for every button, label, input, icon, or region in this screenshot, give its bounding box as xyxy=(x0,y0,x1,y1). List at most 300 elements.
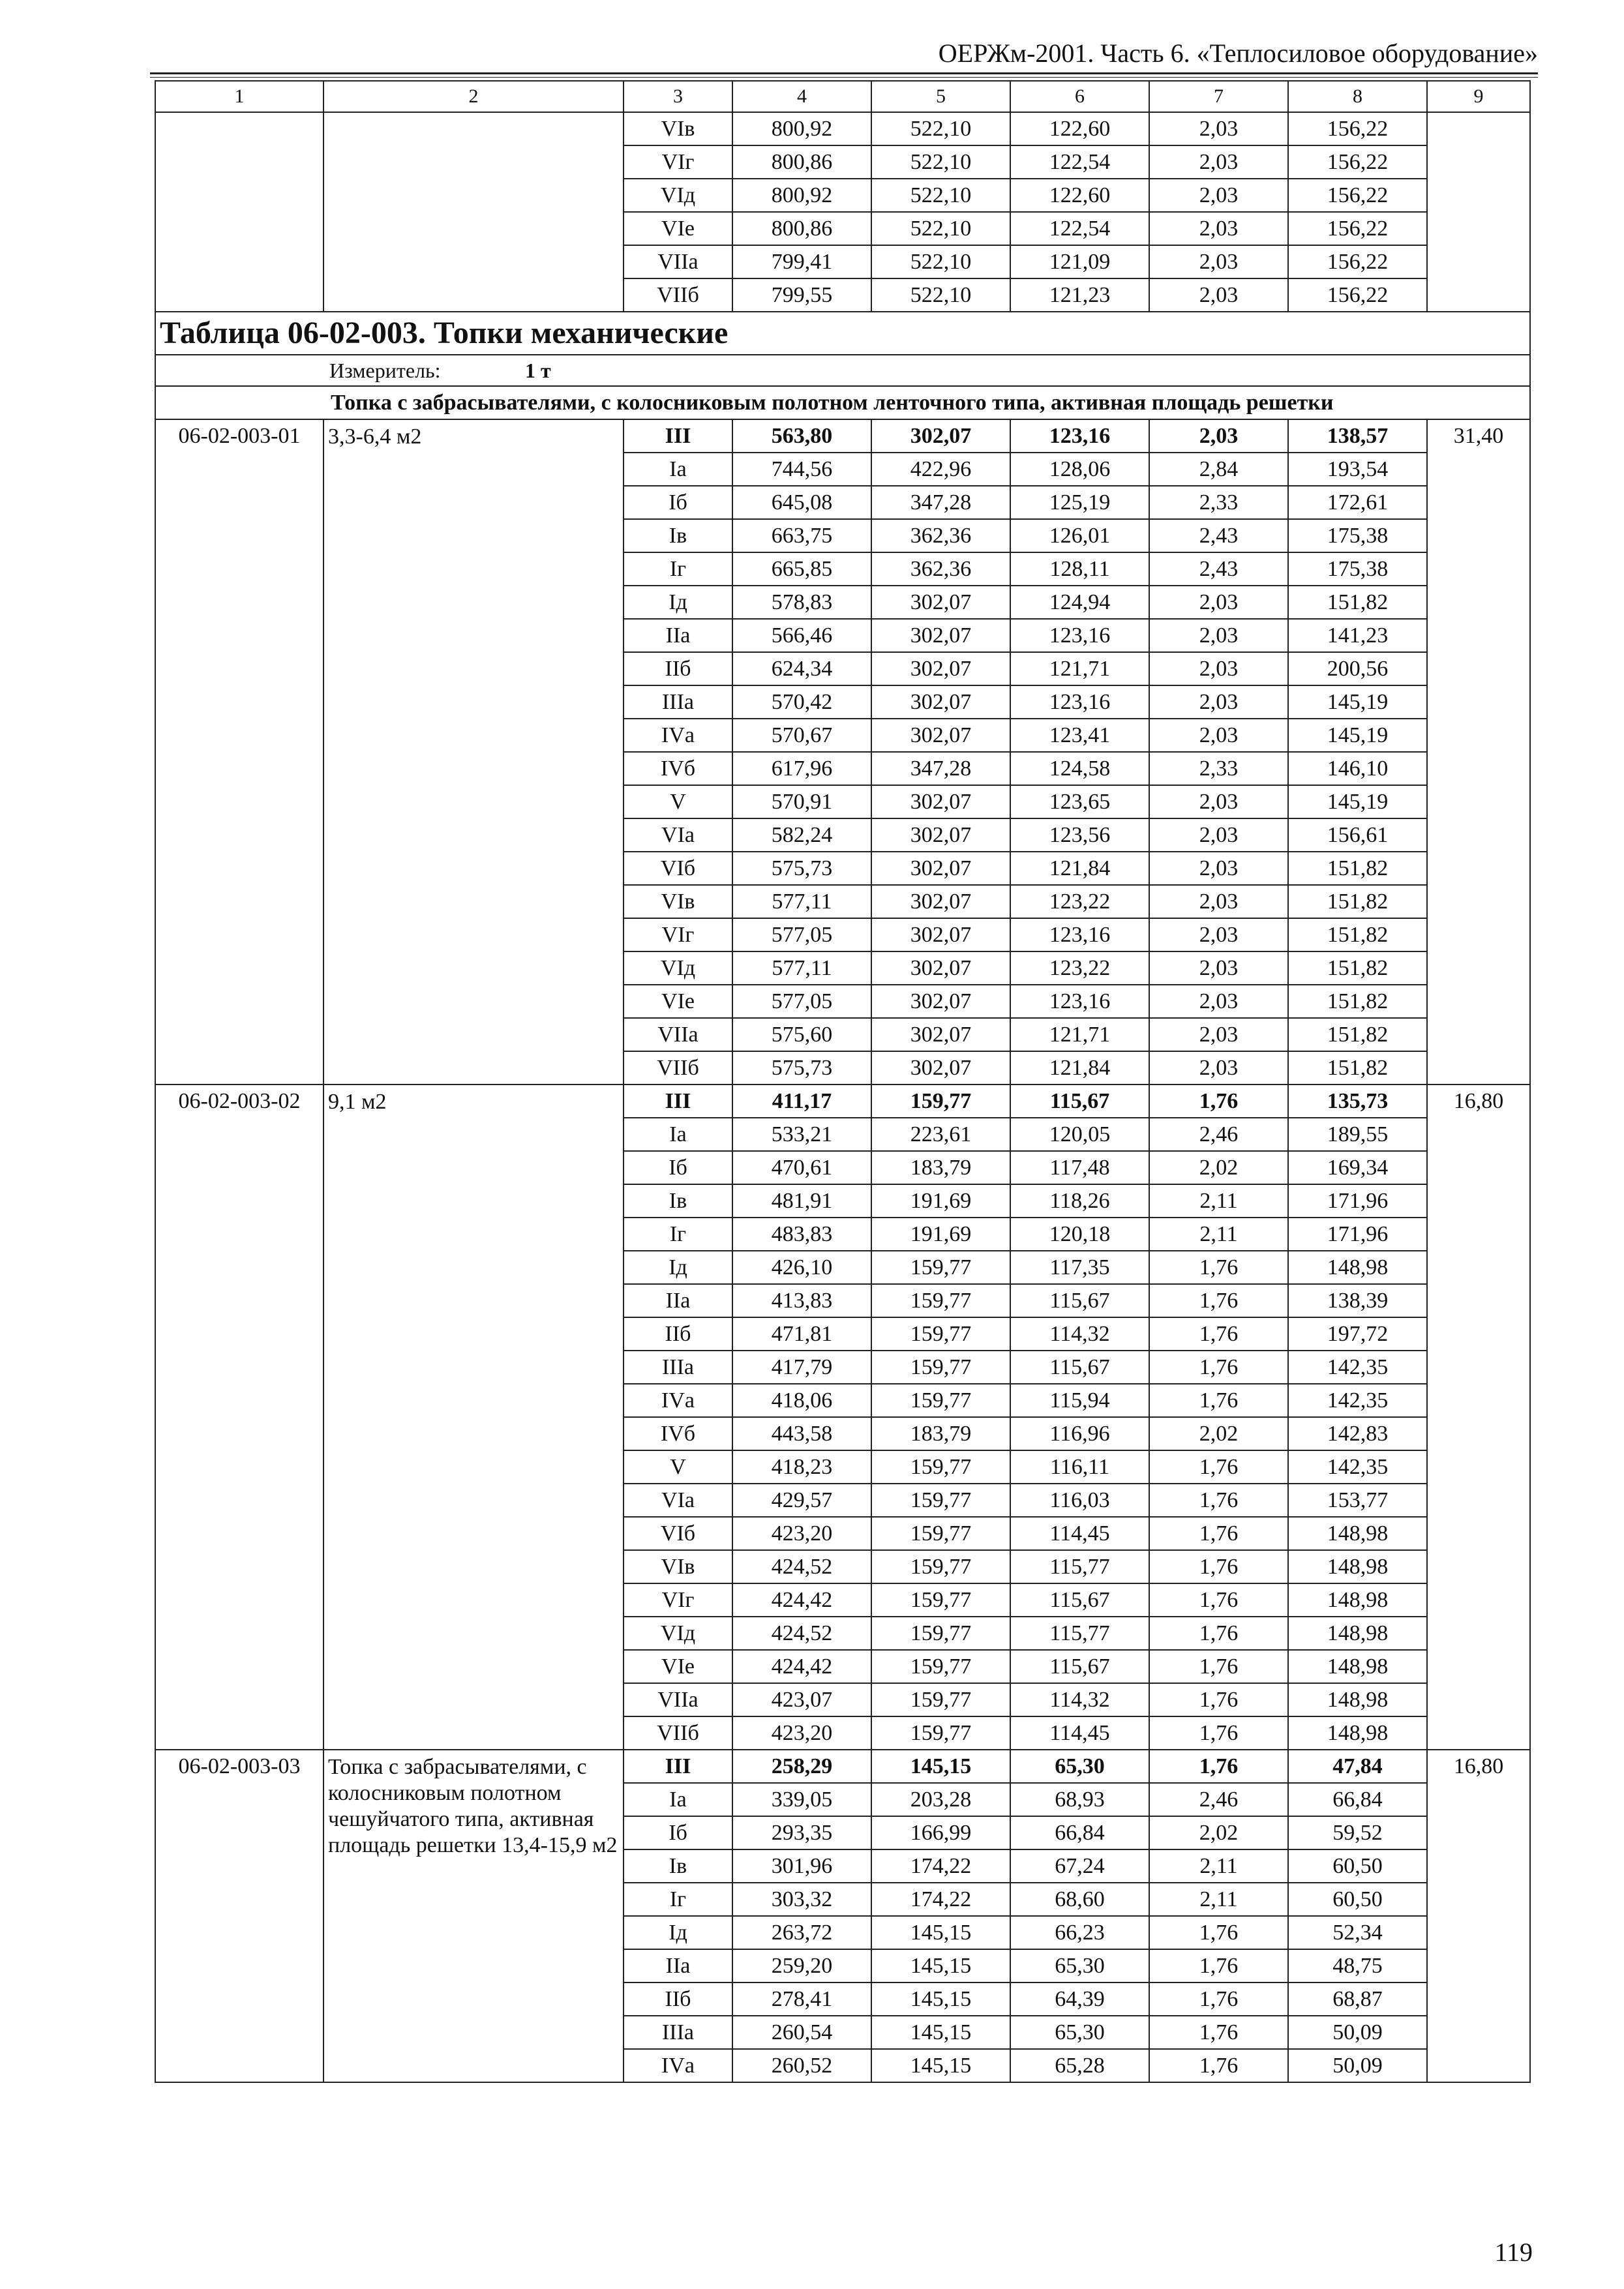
value-cell: 60,50 xyxy=(1288,1883,1427,1916)
value-cell: 260,52 xyxy=(732,2049,871,2082)
zone-cell: Iв xyxy=(624,519,732,552)
value-cell: 117,48 xyxy=(1010,1151,1149,1184)
col9-cell-empty xyxy=(1427,112,1530,312)
value-cell: 68,87 xyxy=(1288,1982,1427,2016)
zone-cell: VIб xyxy=(624,852,732,885)
value-cell: 123,56 xyxy=(1010,818,1149,852)
value-cell: 1,76 xyxy=(1149,1750,1288,1783)
value-cell: 145,15 xyxy=(871,2016,1010,2049)
value-cell: 2,03 xyxy=(1149,419,1288,453)
column-number: 9 xyxy=(1427,81,1530,112)
value-cell: 169,34 xyxy=(1288,1151,1427,1184)
value-cell: 577,11 xyxy=(732,885,871,918)
value-cell: 124,94 xyxy=(1010,586,1149,619)
value-cell: 258,29 xyxy=(732,1750,871,1783)
value-cell: 172,61 xyxy=(1288,486,1427,519)
name-cell: 3,3-6,4 м2 xyxy=(323,419,624,1085)
value-cell: 302,07 xyxy=(871,652,1010,685)
value-cell: 302,07 xyxy=(871,885,1010,918)
value-cell: 115,77 xyxy=(1010,1617,1149,1650)
zone-cell: Iб xyxy=(624,486,732,519)
value-cell: 174,22 xyxy=(871,1883,1010,1916)
value-cell: 259,20 xyxy=(732,1949,871,1982)
table-subtitle: Топка с забрасывателями, с колосниковым полотном ленточного типа, активная площадь решетки xyxy=(155,386,1530,419)
value-cell: 1,76 xyxy=(1149,2049,1288,2082)
value-cell: 156,22 xyxy=(1288,245,1427,278)
value-cell: 159,77 xyxy=(871,1683,1010,1716)
value-cell: 171,96 xyxy=(1288,1218,1427,1251)
value-cell: 2,03 xyxy=(1149,212,1288,245)
zone-cell: VIд xyxy=(624,1617,732,1650)
zone-cell: VIе xyxy=(624,212,732,245)
value-cell: 2,03 xyxy=(1149,278,1288,312)
value-cell: 65,28 xyxy=(1010,2049,1149,2082)
value-cell: 799,55 xyxy=(732,278,871,312)
col9-cell: 31,40 xyxy=(1427,419,1530,1085)
value-cell: 67,24 xyxy=(1010,1849,1149,1883)
value-cell: 121,09 xyxy=(1010,245,1149,278)
zone-cell: VIг xyxy=(624,918,732,951)
zone-cell: VIг xyxy=(624,1583,732,1617)
code-cell: 06-02-003-03 xyxy=(155,1750,323,2082)
value-cell: 575,60 xyxy=(732,1018,871,1051)
value-cell: 2,03 xyxy=(1149,619,1288,652)
value-cell: 151,82 xyxy=(1288,1018,1427,1051)
value-cell: 413,83 xyxy=(732,1284,871,1317)
value-cell: 302,07 xyxy=(871,685,1010,719)
column-number: 4 xyxy=(732,81,871,112)
value-cell: 159,77 xyxy=(871,1583,1010,1617)
measure-row xyxy=(155,355,1530,386)
value-cell: 1,76 xyxy=(1149,1517,1288,1550)
value-cell: 148,98 xyxy=(1288,1583,1427,1617)
value-cell: 128,11 xyxy=(1010,552,1149,586)
value-cell: 122,54 xyxy=(1010,212,1149,245)
value-cell: 260,54 xyxy=(732,2016,871,2049)
value-cell: 1,76 xyxy=(1149,1085,1288,1118)
value-cell: 148,98 xyxy=(1288,1517,1427,1550)
value-cell: 115,67 xyxy=(1010,1284,1149,1317)
zone-cell: Iг xyxy=(624,552,732,586)
value-cell: 665,85 xyxy=(732,552,871,586)
value-cell: 347,28 xyxy=(871,752,1010,785)
value-cell: 197,72 xyxy=(1288,1317,1427,1351)
value-cell: 533,21 xyxy=(732,1118,871,1151)
column-number: 5 xyxy=(871,81,1010,112)
value-cell: 115,77 xyxy=(1010,1550,1149,1583)
value-cell: 145,19 xyxy=(1288,685,1427,719)
zone-cell: VIв xyxy=(624,112,732,145)
zone-cell: VIе xyxy=(624,985,732,1018)
zone-cell: IIб xyxy=(624,1982,732,2016)
value-cell: 153,77 xyxy=(1288,1484,1427,1517)
value-cell: 800,92 xyxy=(732,112,871,145)
value-cell: 122,54 xyxy=(1010,145,1149,179)
value-cell: 159,77 xyxy=(871,1550,1010,1583)
value-cell: 302,07 xyxy=(871,1051,1010,1085)
subtitle-row xyxy=(155,386,1530,419)
zone-cell: VIа xyxy=(624,818,732,852)
value-cell: 2,03 xyxy=(1149,785,1288,818)
zone-cell: VIд xyxy=(624,179,732,212)
value-cell: 302,07 xyxy=(871,1018,1010,1051)
value-cell: 424,52 xyxy=(732,1550,871,1583)
table-row xyxy=(155,419,1530,453)
value-cell: 156,61 xyxy=(1288,818,1427,852)
column-number: 2 xyxy=(323,81,624,112)
zone-cell: III xyxy=(624,1085,732,1118)
value-cell: 522,10 xyxy=(871,112,1010,145)
value-cell: 570,91 xyxy=(732,785,871,818)
value-cell: 424,42 xyxy=(732,1583,871,1617)
value-cell: 418,06 xyxy=(732,1384,871,1417)
zone-cell: IVа xyxy=(624,1384,732,1417)
value-cell: 1,76 xyxy=(1149,1251,1288,1284)
value-cell: 148,98 xyxy=(1288,1650,1427,1683)
name-cell: 9,1 м2 xyxy=(323,1085,624,1750)
column-number: 7 xyxy=(1149,81,1288,112)
zone-cell: Iд xyxy=(624,586,732,619)
value-cell: 141,23 xyxy=(1288,619,1427,652)
value-cell: 1,76 xyxy=(1149,1384,1288,1417)
value-cell: 145,15 xyxy=(871,1949,1010,1982)
rates-table xyxy=(155,80,1531,2083)
value-cell: 123,41 xyxy=(1010,719,1149,752)
value-cell: 423,20 xyxy=(732,1517,871,1550)
code-cell-empty xyxy=(155,112,323,312)
value-cell: 302,07 xyxy=(871,785,1010,818)
value-cell: 151,82 xyxy=(1288,1051,1427,1085)
value-cell: 2,03 xyxy=(1149,179,1288,212)
value-cell: 426,10 xyxy=(732,1251,871,1284)
value-cell: 171,96 xyxy=(1288,1184,1427,1218)
value-cell: 203,28 xyxy=(871,1783,1010,1816)
value-cell: 2,02 xyxy=(1149,1151,1288,1184)
value-cell: 2,84 xyxy=(1149,453,1288,486)
zone-cell: Iд xyxy=(624,1251,732,1284)
column-number: 6 xyxy=(1010,81,1149,112)
value-cell: 159,77 xyxy=(871,1251,1010,1284)
value-cell: 582,24 xyxy=(732,818,871,852)
value-cell: 2,03 xyxy=(1149,719,1288,752)
value-cell: 146,10 xyxy=(1288,752,1427,785)
value-cell: 417,79 xyxy=(732,1351,871,1384)
value-cell: 156,22 xyxy=(1288,212,1427,245)
table-caption: Таблица 06-02-003. Топки механические xyxy=(155,312,1530,355)
value-cell: 302,07 xyxy=(871,419,1010,453)
value-cell: 159,77 xyxy=(871,1351,1010,1384)
value-cell: 145,15 xyxy=(871,1916,1010,1949)
value-cell: 1,76 xyxy=(1149,1317,1288,1351)
value-cell: 193,54 xyxy=(1288,453,1427,486)
code-cell: 06-02-003-02 xyxy=(155,1085,323,1750)
value-cell: 293,35 xyxy=(732,1816,871,1849)
column-number: 8 xyxy=(1288,81,1427,112)
value-cell: 183,79 xyxy=(871,1417,1010,1450)
zone-cell: Iд xyxy=(624,1916,732,1949)
value-cell: 302,07 xyxy=(871,619,1010,652)
zone-cell: IIа xyxy=(624,619,732,652)
value-cell: 114,32 xyxy=(1010,1683,1149,1716)
page-number: 119 xyxy=(1494,2237,1533,2267)
value-cell: 151,82 xyxy=(1288,852,1427,885)
value-cell: 123,16 xyxy=(1010,985,1149,1018)
value-cell: 362,36 xyxy=(871,519,1010,552)
zone-cell: IIб xyxy=(624,652,732,685)
value-cell: 122,60 xyxy=(1010,112,1149,145)
value-cell: 123,16 xyxy=(1010,685,1149,719)
value-cell: 123,16 xyxy=(1010,419,1149,453)
value-cell: 121,23 xyxy=(1010,278,1149,312)
value-cell: 125,19 xyxy=(1010,486,1149,519)
value-cell: 145,19 xyxy=(1288,719,1427,752)
value-cell: 443,58 xyxy=(732,1417,871,1450)
zone-cell: IIIа xyxy=(624,2016,732,2049)
value-cell: 2,33 xyxy=(1149,752,1288,785)
zone-cell: Iв xyxy=(624,1849,732,1883)
value-cell: 2,02 xyxy=(1149,1816,1288,1849)
value-cell: 151,82 xyxy=(1288,885,1427,918)
column-number: 1 xyxy=(155,81,323,112)
value-cell: 2,11 xyxy=(1149,1849,1288,1883)
value-cell: 123,22 xyxy=(1010,951,1149,985)
value-cell: 120,18 xyxy=(1010,1218,1149,1251)
value-cell: 151,82 xyxy=(1288,586,1427,619)
value-cell: 142,35 xyxy=(1288,1450,1427,1484)
value-cell: 145,15 xyxy=(871,1982,1010,2016)
value-cell: 142,35 xyxy=(1288,1351,1427,1384)
value-cell: 303,32 xyxy=(732,1883,871,1916)
zone-cell: IVа xyxy=(624,2049,732,2082)
name-cell: Топка с забрасывателями, с колосниковым полотном чешуйчатого типа, активная площадь решетки 13,4-15,9 м2 xyxy=(323,1750,624,2082)
value-cell: 174,22 xyxy=(871,1849,1010,1883)
value-cell: 148,98 xyxy=(1288,1550,1427,1583)
value-cell: 2,03 xyxy=(1149,951,1288,985)
value-cell: 2,03 xyxy=(1149,1018,1288,1051)
zone-cell: VIIб xyxy=(624,278,732,312)
zone-cell: IIа xyxy=(624,1284,732,1317)
zone-cell: IIIа xyxy=(624,1351,732,1384)
value-cell: 68,93 xyxy=(1010,1783,1149,1816)
value-cell: 302,07 xyxy=(871,818,1010,852)
value-cell: 483,83 xyxy=(732,1218,871,1251)
value-cell: 159,77 xyxy=(871,1317,1010,1351)
header-rule-thin xyxy=(150,77,1538,78)
value-cell: 115,94 xyxy=(1010,1384,1149,1417)
col9-cell: 16,80 xyxy=(1427,1085,1530,1750)
value-cell: 128,06 xyxy=(1010,453,1149,486)
value-cell: 1,76 xyxy=(1149,1683,1288,1716)
value-cell: 159,77 xyxy=(871,1617,1010,1650)
value-cell: 50,09 xyxy=(1288,2049,1427,2082)
value-cell: 117,35 xyxy=(1010,1251,1149,1284)
zone-cell: Iг xyxy=(624,1883,732,1916)
value-cell: 142,83 xyxy=(1288,1417,1427,1450)
value-cell: 522,10 xyxy=(871,212,1010,245)
value-cell: 121,71 xyxy=(1010,652,1149,685)
value-cell: 1,76 xyxy=(1149,1484,1288,1517)
value-cell: 302,07 xyxy=(871,985,1010,1018)
value-cell: 800,86 xyxy=(732,212,871,245)
value-cell: 2,03 xyxy=(1149,652,1288,685)
value-cell: 175,38 xyxy=(1288,519,1427,552)
zone-cell: Iа xyxy=(624,453,732,486)
zone-cell: VIа xyxy=(624,1484,732,1517)
value-cell: 65,30 xyxy=(1010,1750,1149,1783)
col9-cell: 16,80 xyxy=(1427,1750,1530,2082)
value-cell: 114,45 xyxy=(1010,1517,1149,1550)
value-cell: 159,77 xyxy=(871,1450,1010,1484)
value-cell: 2,11 xyxy=(1149,1184,1288,1218)
value-cell: 263,72 xyxy=(732,1916,871,1949)
value-cell: 159,77 xyxy=(871,1384,1010,1417)
value-cell: 1,76 xyxy=(1149,1916,1288,1949)
code-cell: 06-02-003-01 xyxy=(155,419,323,1085)
value-cell: 151,82 xyxy=(1288,918,1427,951)
value-cell: 191,69 xyxy=(871,1218,1010,1251)
column-number: 3 xyxy=(624,81,732,112)
value-cell: 156,22 xyxy=(1288,112,1427,145)
header-rule xyxy=(150,72,1538,74)
value-cell: 522,10 xyxy=(871,245,1010,278)
value-cell: 66,84 xyxy=(1010,1816,1149,1849)
value-cell: 151,82 xyxy=(1288,985,1427,1018)
value-cell: 2,11 xyxy=(1149,1218,1288,1251)
value-cell: 575,73 xyxy=(732,1051,871,1085)
value-cell: 124,58 xyxy=(1010,752,1149,785)
measure-value: 1 т xyxy=(525,359,551,382)
value-cell: 2,03 xyxy=(1149,245,1288,278)
value-cell: 122,60 xyxy=(1010,179,1149,212)
value-cell: 121,84 xyxy=(1010,1051,1149,1085)
value-cell: 2,43 xyxy=(1149,519,1288,552)
value-cell: 522,10 xyxy=(871,278,1010,312)
name-cell-empty xyxy=(323,112,624,312)
value-cell: 302,07 xyxy=(871,719,1010,752)
value-cell: 744,56 xyxy=(732,453,871,486)
value-cell: 148,98 xyxy=(1288,1683,1427,1716)
value-cell: 2,03 xyxy=(1149,985,1288,1018)
value-cell: 116,96 xyxy=(1010,1417,1149,1450)
value-cell: 424,42 xyxy=(732,1650,871,1683)
zone-cell: VIв xyxy=(624,885,732,918)
value-cell: 166,99 xyxy=(871,1816,1010,1849)
value-cell: 148,98 xyxy=(1288,1251,1427,1284)
zone-cell: VIIб xyxy=(624,1051,732,1085)
value-cell: 800,86 xyxy=(732,145,871,179)
value-cell: 1,76 xyxy=(1149,1351,1288,1384)
value-cell: 156,22 xyxy=(1288,179,1427,212)
value-cell: 2,03 xyxy=(1149,918,1288,951)
value-cell: 2,03 xyxy=(1149,145,1288,179)
value-cell: 118,26 xyxy=(1010,1184,1149,1218)
value-cell: 302,07 xyxy=(871,586,1010,619)
value-cell: 126,01 xyxy=(1010,519,1149,552)
value-cell: 65,30 xyxy=(1010,1949,1149,1982)
value-cell: 120,05 xyxy=(1010,1118,1149,1151)
value-cell: 418,23 xyxy=(732,1450,871,1484)
measure-cell xyxy=(155,355,1530,386)
zone-cell: V xyxy=(624,785,732,818)
value-cell: 1,76 xyxy=(1149,1284,1288,1317)
value-cell: 2,46 xyxy=(1149,1118,1288,1151)
value-cell: 2,03 xyxy=(1149,1051,1288,1085)
value-cell: 301,96 xyxy=(732,1849,871,1883)
zone-cell: IIа xyxy=(624,1949,732,1982)
value-cell: 2,03 xyxy=(1149,112,1288,145)
value-cell: 1,76 xyxy=(1149,1617,1288,1650)
value-cell: 663,75 xyxy=(732,519,871,552)
table-row xyxy=(155,1750,1530,1783)
zone-cell: VIг xyxy=(624,145,732,179)
value-cell: 1,76 xyxy=(1149,1982,1288,2016)
zone-cell: III xyxy=(624,1750,732,1783)
value-cell: 116,03 xyxy=(1010,1484,1149,1517)
value-cell: 189,55 xyxy=(1288,1118,1427,1151)
value-cell: 2,03 xyxy=(1149,852,1288,885)
value-cell: 471,81 xyxy=(732,1317,871,1351)
value-cell: 114,45 xyxy=(1010,1716,1149,1750)
value-cell: 423,20 xyxy=(732,1716,871,1750)
measure-label: Измеритель: xyxy=(329,359,441,382)
value-cell: 121,84 xyxy=(1010,852,1149,885)
value-cell: 148,98 xyxy=(1288,1617,1427,1650)
value-cell: 50,09 xyxy=(1288,2016,1427,2049)
value-cell: 800,92 xyxy=(732,179,871,212)
value-cell: 481,91 xyxy=(732,1184,871,1218)
value-cell: 347,28 xyxy=(871,486,1010,519)
value-cell: 2,02 xyxy=(1149,1417,1288,1450)
value-cell: 138,39 xyxy=(1288,1284,1427,1317)
zone-cell: IIIа xyxy=(624,685,732,719)
value-cell: 223,61 xyxy=(871,1118,1010,1151)
value-cell: 66,23 xyxy=(1010,1916,1149,1949)
zone-cell: VIб xyxy=(624,1517,732,1550)
value-cell: 799,41 xyxy=(732,245,871,278)
zone-cell: VIв xyxy=(624,1550,732,1583)
value-cell: 1,76 xyxy=(1149,1583,1288,1617)
value-cell: 115,67 xyxy=(1010,1583,1149,1617)
column-number-row xyxy=(155,81,1530,112)
value-cell: 47,84 xyxy=(1288,1750,1427,1783)
value-cell: 1,76 xyxy=(1149,1550,1288,1583)
value-cell: 577,05 xyxy=(732,918,871,951)
zone-cell: IIб xyxy=(624,1317,732,1351)
zone-cell: VIе xyxy=(624,1650,732,1683)
zone-cell: Iв xyxy=(624,1184,732,1218)
value-cell: 302,07 xyxy=(871,852,1010,885)
zone-cell: VIд xyxy=(624,951,732,985)
value-cell: 121,71 xyxy=(1010,1018,1149,1051)
value-cell: 429,57 xyxy=(732,1484,871,1517)
value-cell: 68,60 xyxy=(1010,1883,1149,1916)
value-cell: 2,43 xyxy=(1149,552,1288,586)
value-cell: 278,41 xyxy=(732,1982,871,2016)
value-cell: 578,83 xyxy=(732,586,871,619)
value-cell: 60,50 xyxy=(1288,1849,1427,1883)
value-cell: 2,03 xyxy=(1149,885,1288,918)
value-cell: 52,34 xyxy=(1288,1916,1427,1949)
value-cell: 66,84 xyxy=(1288,1783,1427,1816)
value-cell: 183,79 xyxy=(871,1151,1010,1184)
table-row xyxy=(155,1085,1530,1118)
value-cell: 159,77 xyxy=(871,1650,1010,1683)
value-cell: 115,67 xyxy=(1010,1650,1149,1683)
value-cell: 1,76 xyxy=(1149,1450,1288,1484)
zone-cell: IVб xyxy=(624,1417,732,1450)
zone-cell: IVа xyxy=(624,719,732,752)
value-cell: 570,67 xyxy=(732,719,871,752)
